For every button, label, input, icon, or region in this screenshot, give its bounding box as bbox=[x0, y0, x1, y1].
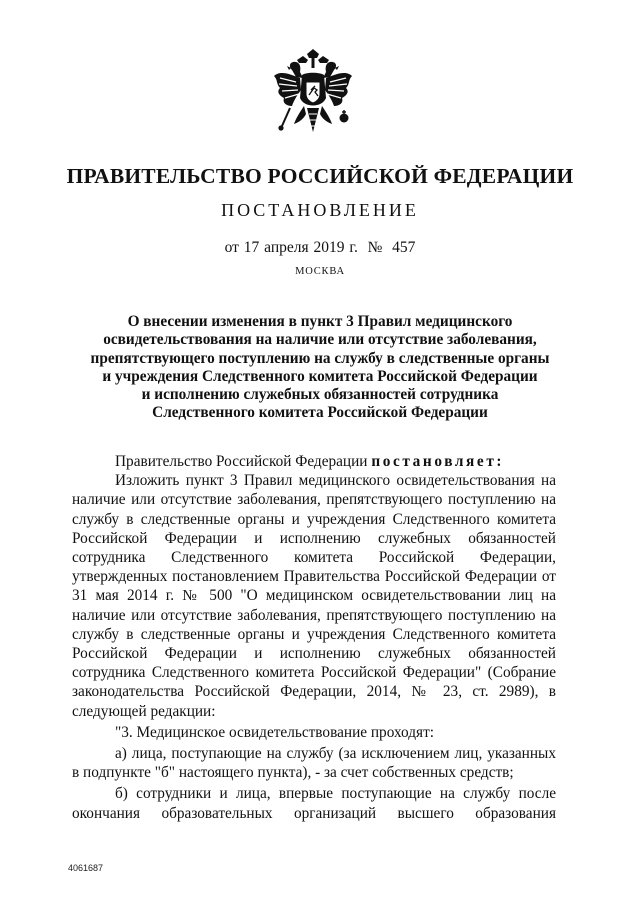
resolution-prefix: Правительство Российской Федерации bbox=[115, 453, 372, 470]
subject-line: освидетельствования на наличие или отсутствие заболевания, bbox=[103, 331, 537, 349]
subject-line: препятствующего поступлению на службу в следственные органы bbox=[90, 349, 550, 367]
document-date-number: от 17 апреля 2019 г. № 457 bbox=[224, 239, 416, 256]
russian-coat-of-arms-icon bbox=[270, 48, 356, 144]
document-body bbox=[72, 452, 556, 823]
document-subject bbox=[60, 313, 580, 423]
document-code: 4061687 bbox=[68, 863, 104, 873]
resolution-verb: постановляет: bbox=[371, 453, 505, 470]
subject-line: Следственного комитета Российской Федерации bbox=[152, 404, 488, 422]
paragraph-subitem-b: б) сотрудники и лица, впервые поступающие на службу после окончания образовательных организаций высшего образования bbox=[72, 785, 556, 822]
document-type: ПОСТАНОВЛЕНИЕ bbox=[221, 200, 419, 220]
paragraph-amendment: Изложить пункт 3 Правил медицинского освидетельствования на наличие или отсутствие заболевания, препятствующего поступлению на службу в следственные органы и учреждения Следственного комитета Российской Федерации и исполнению служебных обязанностей сотрудника Следственного комитета Российской Федерации, утвержденных постановлением Правительства Российской Федерации от 31 мая 2014 г. № 500 "О медицинском освидетельствовании лиц на наличие или отсутствие заболевания, препятствующего поступлению на службу в следственные органы и учреждения Следственного комитета Российской Федерации и исполнению служебных обязанностей сотрудника Следственного комитета Российской Федерации" (Собрание законодательства Российской Федерации, 2014, № 23, ст. 2989), в следующей редакции: bbox=[72, 472, 556, 720]
document-city: МОСКВА bbox=[295, 266, 345, 277]
paragraph-item-3: "3. Медицинское освидетельствование проходят: bbox=[115, 723, 435, 741]
paragraph-subitem-a: а) лица, поступающие на службу (за исключением лиц, указанных в подпункте "б" настоящего пункта), - за счет собственных средств; bbox=[72, 745, 556, 782]
resolution-line bbox=[72, 452, 556, 471]
subject-line: и учреждения Следственного комитета Российской Федерации bbox=[102, 367, 538, 385]
subject-line: и исполнению служебных обязанностей сотрудника bbox=[141, 386, 499, 404]
government-title: ПРАВИТЕЛЬСТВО РОССИЙСКОЙ ФЕДЕРАЦИИ bbox=[66, 164, 574, 188]
subject-line: О внесении изменения в пункт 3 Правил медицинского bbox=[127, 313, 513, 330]
